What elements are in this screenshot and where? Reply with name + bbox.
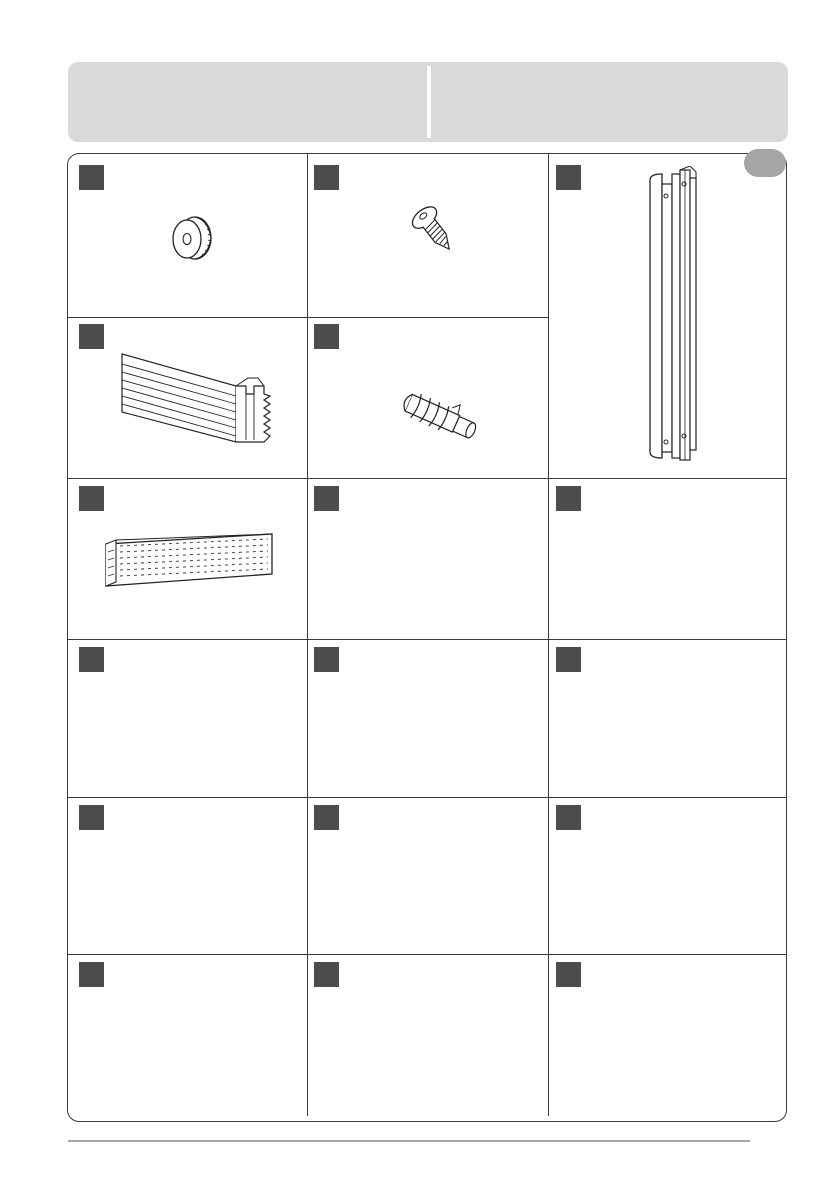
wall-plug-icon xyxy=(396,384,486,448)
grooved-profile-icon xyxy=(118,350,278,446)
header-bar xyxy=(68,62,788,142)
cell-badge xyxy=(314,647,339,672)
grid-line xyxy=(68,797,786,798)
cell-badge xyxy=(314,324,339,349)
grid-line xyxy=(548,154,549,1116)
cell-badge xyxy=(79,486,104,511)
screw-icon xyxy=(404,200,466,262)
grid-line xyxy=(68,954,786,955)
cell-badge xyxy=(556,962,581,987)
cell-badge xyxy=(556,486,581,511)
cell-badge xyxy=(314,486,339,511)
grid-line xyxy=(68,639,786,640)
cell-badge xyxy=(314,962,339,987)
grid-line xyxy=(307,154,308,1116)
page-badge xyxy=(744,149,786,177)
cell-badge xyxy=(79,962,104,987)
cell-badge xyxy=(556,805,581,830)
cell-badge xyxy=(79,647,104,672)
wooden-block-icon xyxy=(100,530,280,592)
footer-line xyxy=(68,1140,750,1142)
cell-badge xyxy=(314,165,339,190)
vertical-rail-icon xyxy=(640,166,704,462)
cell-badge xyxy=(556,647,581,672)
cell-badge xyxy=(79,324,104,349)
cell-badge xyxy=(556,165,581,190)
grid-line xyxy=(68,478,786,479)
cell-badge xyxy=(79,165,104,190)
header-divider xyxy=(427,66,431,138)
cell-badge xyxy=(314,805,339,830)
washer-icon xyxy=(162,212,220,268)
cell-badge xyxy=(79,805,104,830)
